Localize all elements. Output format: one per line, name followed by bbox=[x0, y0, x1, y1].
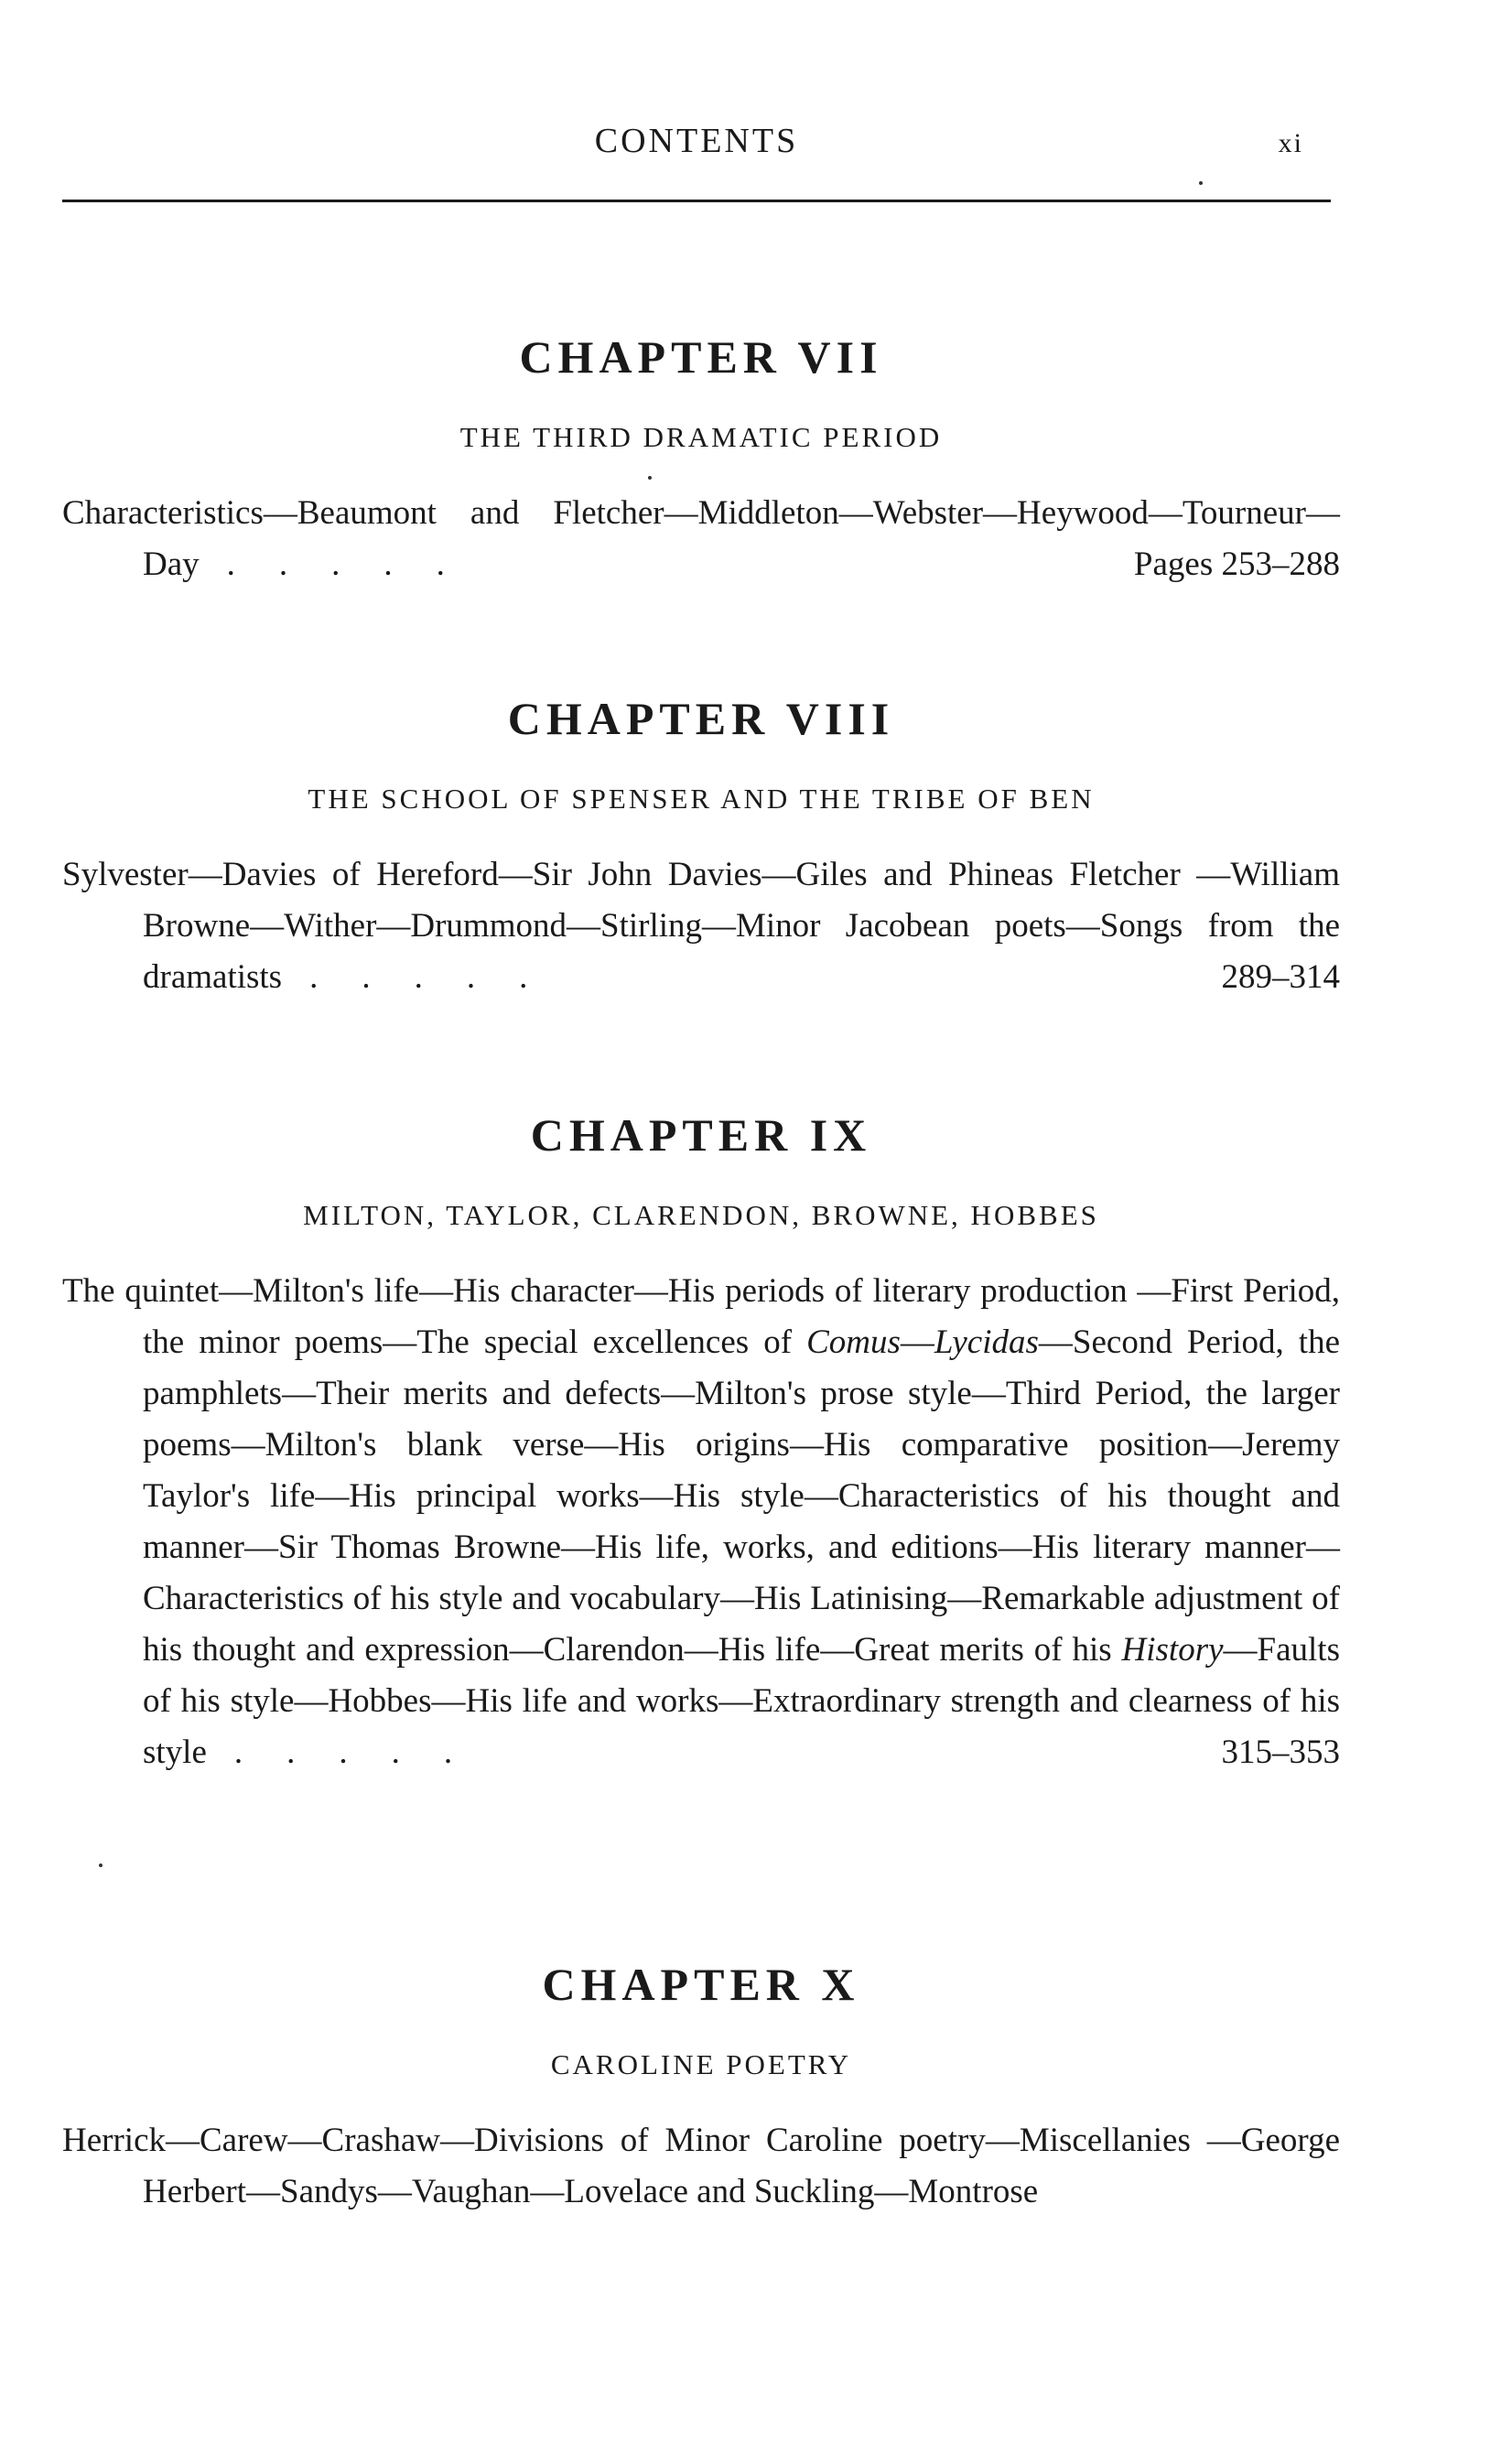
print-speck bbox=[1199, 181, 1203, 185]
chapter-vii-entry bbox=[62, 329, 1340, 590]
chapter-ix-entry bbox=[62, 1107, 1340, 1778]
summary-text: Characteristics—Beaumont and Fletcher—Middleton—Webster—Heywood—Tourneur—Day bbox=[62, 494, 1340, 583]
chapter-x-entry bbox=[62, 1957, 1340, 2218]
page-range: 315–353 bbox=[1221, 1734, 1340, 1771]
summary-text: Herrick—Carew—Crashaw—Divisions of Minor Caroline poetry—Miscellanies —George Herbert—Sandys—Vaughan—Lovelace and Suckling—Montrose bbox=[62, 2122, 1340, 2210]
chapter-heading: CHAPTER X bbox=[542, 1959, 860, 2010]
header-rule bbox=[62, 200, 1331, 202]
dot-leader: ..... bbox=[226, 546, 489, 583]
summary-text: —Faults of his style—Hobbes—His life and works—Extraordinary strength and clearness of his style bbox=[143, 1631, 1340, 1771]
running-title: CONTENTS bbox=[594, 122, 799, 160]
chapter-summary bbox=[62, 849, 1340, 1003]
chapter-subtitle: THE SCHOOL OF SPENSER AND THE TRIBE OF BEN bbox=[308, 783, 1095, 815]
summary-text: — bbox=[900, 1323, 934, 1361]
print-speck bbox=[99, 1863, 103, 1867]
dot-leader: ..... bbox=[309, 958, 572, 996]
summary-text: Sylvester—Davies of Hereford—Sir John Davies—Giles and Phineas Fletcher —William Browne—Wither—Drummond—Stirling—Minor Jacobean poets—Songs from the dramatists bbox=[62, 856, 1340, 996]
page-range: Pages 253–288 bbox=[1133, 546, 1340, 583]
dot-leader: ..... bbox=[233, 1734, 497, 1771]
chapter-summary bbox=[62, 2115, 1340, 2218]
chapter-viii-entry bbox=[62, 691, 1340, 1003]
chapter-subtitle: CAROLINE POETRY bbox=[550, 2048, 852, 2080]
page-range: 289–314 bbox=[1221, 958, 1340, 996]
chapter-summary bbox=[62, 488, 1340, 590]
work-title-lycidas: Lycidas bbox=[934, 1323, 1039, 1361]
print-speck bbox=[648, 476, 652, 480]
chapter-heading: CHAPTER VII bbox=[519, 331, 883, 383]
chapter-summary bbox=[62, 1266, 1340, 1778]
chapter-heading: CHAPTER VIII bbox=[507, 693, 895, 744]
page-number: xi bbox=[1278, 128, 1303, 158]
summary-text: —Second Period, the pamphlets—Their merits and defects—Milton's prose style—Third Period, the larger poems—Milton's blank verse—His origins—His comparative position—Jeremy Taylor's life—His principal works—His style—Characteristics of his thought and manner—Sir Thomas Browne—His life, works, and editions—His literary manner—Characteristics of his style and vocabulary—His Latinising—Remarkable adjustment of his thought and expression—Clarendon—His life—Great merits of his bbox=[143, 1323, 1340, 1669]
work-title-comus: Comus bbox=[806, 1323, 901, 1361]
work-title-history: History bbox=[1121, 1631, 1224, 1669]
running-head bbox=[62, 121, 1331, 176]
chapter-heading: CHAPTER IX bbox=[530, 1109, 872, 1161]
chapter-subtitle: THE THIRD DRAMATIC PERIOD bbox=[459, 421, 943, 453]
summary-text: The quintet—Milton's life—His character—His periods of literary production —First Period, the minor poems—The special excellences of bbox=[62, 1272, 1340, 1361]
chapter-subtitle: MILTON, TAYLOR, CLARENDON, BROWNE, HOBBES bbox=[303, 1199, 1099, 1231]
